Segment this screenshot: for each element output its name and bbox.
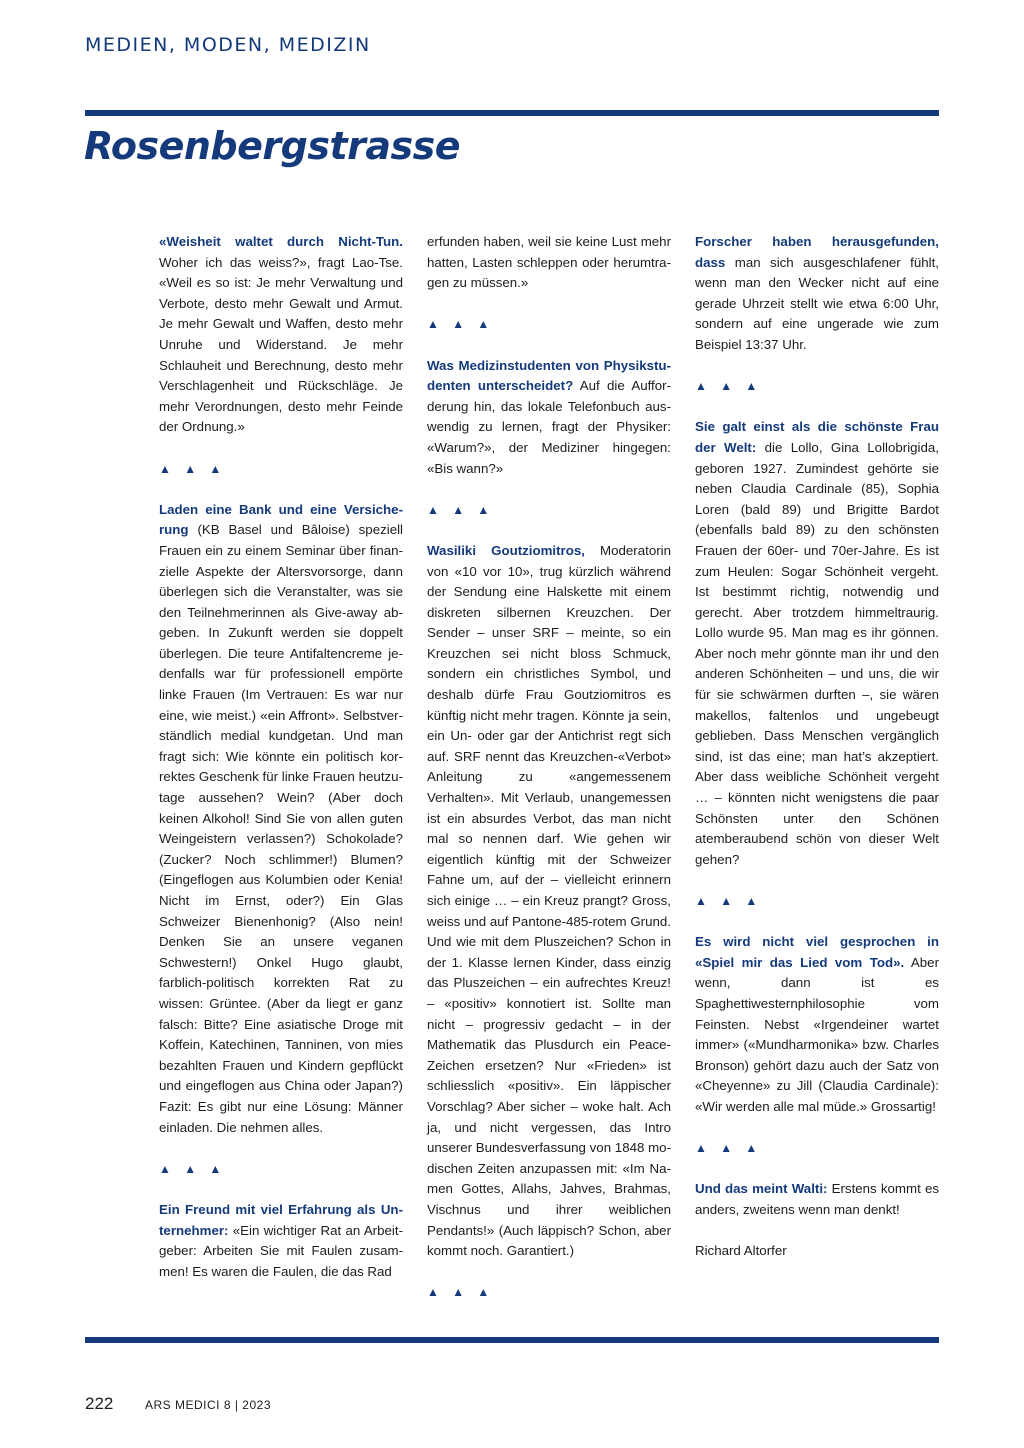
section-separator: ▲ ▲ ▲ bbox=[427, 317, 495, 332]
paragraph bbox=[159, 232, 403, 438]
footer-rule bbox=[85, 1337, 939, 1343]
paragraph bbox=[159, 500, 403, 1138]
section-separator: ▲ ▲ ▲ bbox=[427, 502, 495, 517]
text-column-2 bbox=[427, 232, 671, 1323]
section-separator: ▲ ▲ ▲ bbox=[159, 1161, 227, 1176]
paragraph bbox=[159, 1200, 403, 1282]
paragraph-lead: Und das meint Walti: bbox=[695, 1181, 828, 1197]
paragraph-body: Erstens kommt es anders, zweitens wenn man denkt! bbox=[695, 1181, 939, 1217]
paragraph-lead: Was Medizinstudenten von Physikstudenten unterscheidet? bbox=[427, 357, 671, 394]
paragraph bbox=[695, 932, 939, 1117]
paragraph-body: Auf die Aufforderung hin, das lokale Telefonbuch auswendig zu lernen, fragt der Physiker: «Warum?», der Mediziner hingegen: «Bis wann?» bbox=[427, 378, 671, 476]
paragraph-lead: Sie galt einst als die schönste Frau der Welt: bbox=[695, 419, 939, 455]
paragraph-lead: Ein Freund mit viel Erfahrung als Unternehmer: bbox=[159, 1201, 403, 1238]
paragraph bbox=[427, 232, 671, 294]
section-label: MEDIEN, MODEN, MEDIZIN bbox=[85, 34, 371, 56]
paragraph-body: Aber wenn, dann ist es Spaghettiwesternphilosophie vom Feinsten. Nebst «Irgendeiner wartet immer» («Mundharmonika» bzw. Charles Bronson) gehört dazu auch der Satz von «Cheyenne» zu Jill (Claudia Cardinale): «Wir werden alle mal müde.» Grossartig! bbox=[695, 954, 939, 1114]
section-separator: ▲ ▲ ▲ bbox=[427, 1285, 495, 1300]
article-title: Rosenbergstrasse bbox=[84, 124, 461, 168]
paragraph-body: Woher ich das weiss?», fragt Lao-Tse. «Weil es so ist: Je mehr Verwaltung und Verbote, desto mehr Gewalt und Armut. Je mehr Gewalt und Waffen, desto mehr Unruhe und Widerstand. Je mehr Schlauheit und Berechnung, desto mehr Verschlagenheit und Rückschläge. Je mehr Verordnungen, desto mehr Feinde der Ordnung.» bbox=[159, 254, 403, 435]
header-rule bbox=[85, 110, 939, 116]
section-separator: ▲ ▲ ▲ bbox=[695, 379, 763, 394]
paragraph-body: die Lollo, Gina Lollobrigida, geboren 1927. Zumindest gehörte sie neben Claudia Cardinale (85), Sophia Loren (bald 89) und Brigitte Bardot (ebenfalls bald 89) zu den schönsten Frauen der 60er- und 70er-Jahre. Es ist zum Heulen: Sogar Schönheit vergeht. Ist bestimmt richtig, notwendig und gerecht. Aber trotzdem himmeltraurig. Lollo wurde 95. Man mag es ihr gönnen. Aber noch mehr gönnte man ihr und den anderen Schönheiten – und uns, die wir für sie schwärmen durften –, sie wären makellos, faltenlos und ungebeugt geblieben. Dass Menschen vergänglich sind, ist das eine; man hat’s akzeptiert. Aber dass weibliche Schönheit vergeht … – könnten nicht wenigstens die paar Schönsten unter den Schönen atemberaubend schön von dieser Welt gehen? bbox=[695, 439, 939, 867]
page-number: 222 bbox=[85, 1394, 114, 1413]
paragraph-lead: Forscher haben herausgefunden, dass bbox=[695, 234, 939, 270]
text-column-3 bbox=[695, 232, 939, 1282]
author-name: Richard Altorfer bbox=[695, 1243, 787, 1259]
paragraph-lead: «Weisheit waltet durch Nicht-Tun. bbox=[159, 234, 403, 249]
paragraph-body: (KB Basel und Bâloise) speziell Frauen ein zu einem Seminar über finanzielle Aspekte der Altersvorsorge, dann überlegen sich die Veranstalter, was sie den Teilnehmerinnen als Give-away abgeben. In Zukunft werden sie doppelt überlegen. Die teure Antifaltencreme jedenfalls war für professionell empörte linke Frauen (Im Vertrauen: Es war nur eine, wie meist.) «ein Affront». Selbstverständlich medial kundgetan. Und man fragt sich: Wie könnte ein politisch korrektes Geschenk für linke Frauen heutzutage aussehen? Wein? (Aber doch keinen Alkohol! Sind Sie von allen guten Weingeistern verlassen?) Schokolade? (Zucker? Noch schlimmer!) Blumen? (Eingeflogen aus Kolumbien oder Kenia! Nicht im Ernst, oder?) Ein Glas Schweizer Bienenhonig? (Also nein! Denken Sie an unsere veganen Schwestern!) Onkel Hugo glaubt, farblich-politisch korrekten Rat zu wissen: Grüntee. (Aber da liegt er ganz falsch: Bitte? Eine asiatische Droge mit Koffein, Katechinen, Tanninen, von mies bezahlten Frauen und Kindern gepflückt und eingeflogen aus China oder Japan?) Fazit: Es gibt nur eine Lösung: Männer einladen. Die nehmen alles. bbox=[159, 522, 403, 1135]
paragraph bbox=[695, 1179, 939, 1220]
paragraph bbox=[427, 541, 671, 1262]
paragraph-body: erfunden haben, weil sie keine Lust mehr hatten, Lasten schleppen oder herumtragen zu müssen.» bbox=[427, 234, 671, 291]
section-separator: ▲ ▲ ▲ bbox=[695, 1141, 763, 1156]
paragraph-lead: Es wird nicht viel gesprochen in «Spiel mir das Lied vom Tod». bbox=[695, 934, 939, 970]
paragraph bbox=[427, 356, 671, 480]
paragraph-body: «Ein wichtiger Rat an Arbeitgeber: Arbeiten Sie mit Faulen zusammen! Es waren die Faulen, die das Rad bbox=[159, 1222, 403, 1279]
paragraph bbox=[695, 232, 939, 356]
paragraph-lead: Wasiliki Goutziomitros, bbox=[427, 542, 585, 558]
journal-citation: ARS MEDICI 8 | 2023 bbox=[145, 1398, 271, 1412]
section-separator: ▲ ▲ ▲ bbox=[159, 461, 227, 476]
paragraph bbox=[695, 417, 939, 870]
paragraph-body: man sich ausgeschlafener fühlt, wenn man den Wecker nicht auf eine gerade Uhrzeit stellt wie etwa 6:00 Uhr, sondern auf eine ungerade wie zum Beispiel 13:37 Uhr. bbox=[695, 254, 939, 352]
text-column-1 bbox=[159, 232, 403, 1303]
section-separator: ▲ ▲ ▲ bbox=[695, 894, 763, 908]
paragraph-lead: Laden eine Bank und eine Versicherung bbox=[159, 501, 403, 538]
paragraph-body: Moderatorin von «10 vor 10», trug kürzlich während der Sendung eine Halskette mit einem diskreten silbernen Kreuzchen. Der Sender – unser SRF – meinte, so ein Kreuzchen sei nicht bloss Schmuck, sondern ein christliches Symbol, und deshalb dürfe Frau Goutziomitros es künftig nicht mehr tragen. Könnte ja sein, ein Un- oder gar der Antichrist regt sich auf. SRF nennt das Kreuzchen-«Verbot» Anleitung zu «angemessenem Verhalten». Mit Verlaub, unangemessen ist ein absurdes Verbot, das man nicht mal so nennen darf. Wie gehen wir eigentlich künftig mit der Schweizer Fahne um, auf der – vielleicht erinnern sich einige … – ein Kreuz prangt? Gross, weiss und auf Pantone-485-rotem Grund. Und wie mit dem Pluszeichen? Schon in der 1. Klasse lernen Kinder, dass einzig das Pluszeichen – ein aufrechtes Kreuz! – «positiv» konnotiert ist. Sollte man nicht – progressiv gedacht – in der Mathematik das Plusdurch ein Peace-Zeichen ersetzen? Nur «Frieden» ist schliesslich «positiv». Ein läppischer Vorschlag? Aber sicher – woke halt. Ach ja, und nicht vergessen, das Intro unserer Bundesverfassung von 1848 modischen Zeiten anzupassen mit: «Im Namen Gottes, Allahs, Jahves, Brahmas, Vischnus und ihrer weiblichen Pendants!» (Auch läppisch? Schon, aber kommt noch. Garantiert.) bbox=[427, 542, 671, 1259]
